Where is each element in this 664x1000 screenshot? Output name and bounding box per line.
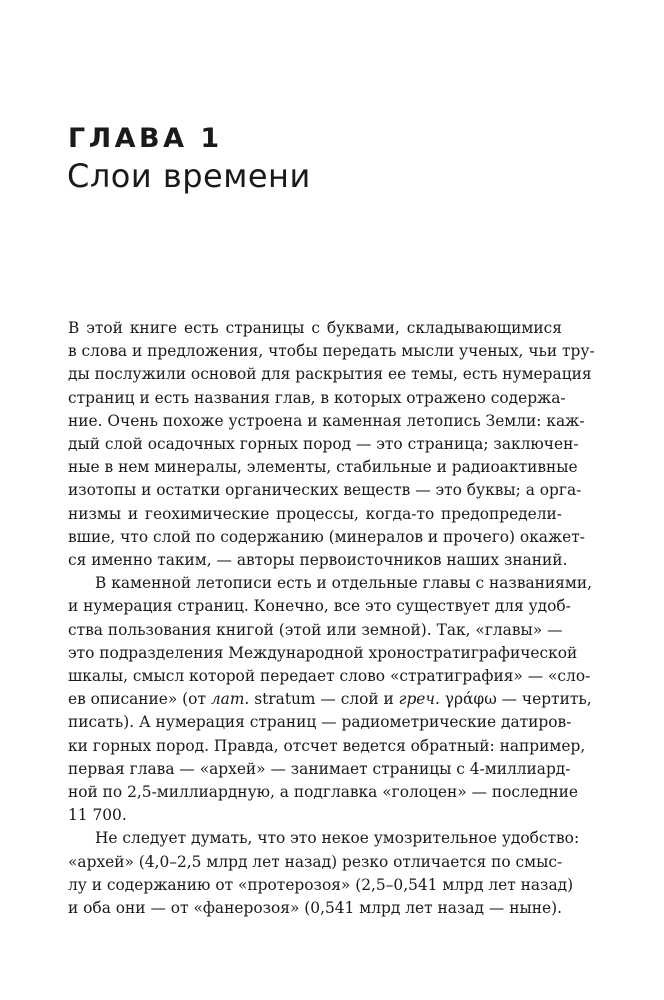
text-line: в слова и предложения, чтобы передать мысли ученых, чьи тру- xyxy=(68,342,595,361)
chapter-title: Слои времени xyxy=(67,157,311,195)
text-line: ся именно таким, — авторы первоисточников наших знаний. xyxy=(68,551,568,570)
text-line: шкалы, смысл которой передает слово «стратиграфия» — «сло- xyxy=(68,667,591,686)
text-line: ной по 2,5-миллиардную, а подглавка «голоцен» — последние xyxy=(68,783,579,802)
text-line: дый слой осадочных горных пород — это страница; заключен- xyxy=(68,435,579,454)
text-span: γράφω — чертить, xyxy=(439,690,592,709)
text-line: ные в нем минералы, элементы, стабильные и радиоактивные xyxy=(68,458,578,477)
greek-abbr: греч. xyxy=(398,690,440,709)
text-line: В этой книге есть страницы с буквами, складывающимися xyxy=(68,319,562,337)
paragraph-3 xyxy=(68,827,580,920)
text-line: страниц и есть названия глав, в которых отражено содержа- xyxy=(68,388,566,407)
text-line: 11 700. xyxy=(68,806,127,825)
text-line: и оба они — от «фанерозоя» (0,541 млрд лет назад — ныне). xyxy=(68,899,562,918)
text-line: вшие, что слой по содержанию (минералов и прочего) окажет- xyxy=(68,527,585,546)
text-line: и нумерация страниц. Конечно, все это существует для удоб- xyxy=(68,597,571,616)
text-line: «архей» (4,0–2,5 млрд лет назад) резко отличается по смыс- xyxy=(68,852,563,871)
text-line: писать). А нумерация страниц — радиометрические датиров- xyxy=(68,713,572,732)
paragraph-1 xyxy=(68,317,595,572)
text-line: это подразделения Международной хроностратиграфической xyxy=(68,643,578,662)
text-line: изотопы и остатки органических веществ — это буквы; а орга- xyxy=(68,481,582,500)
latin-abbr: лат. xyxy=(210,690,250,709)
text-line: лу и содержанию от «протерозоя» (2,5–0,541 млрд лет назад) xyxy=(68,875,574,894)
text-line: Не следует думать, что это некое умозрительное удобство: xyxy=(95,829,580,848)
text-span: ев описание» (от xyxy=(68,690,211,709)
text-line: низмы и геохимические процессы, когда-то предопредели- xyxy=(68,504,562,523)
text-line: ние. Очень похоже устроена и каменная летопись Земли: каж- xyxy=(68,411,585,430)
text-line: ды послужили основой для раскрытия ее темы, есть нумерация xyxy=(68,365,592,384)
etymology-line xyxy=(68,688,592,711)
text-line: ки горных пород. Правда, отсчет ведется обратный: например, xyxy=(68,736,586,755)
chapter-number: ГЛАВА 1 xyxy=(68,123,223,154)
text-line: В каменной летописи есть и отдельные главы с названиями, xyxy=(95,574,593,593)
text-line: ства пользования книгой (этой или земной). Так, «главы» — xyxy=(68,620,563,639)
text-line: первая глава — «архей» — занимает страницы с 4-миллиард- xyxy=(68,759,571,778)
paragraph-2 xyxy=(68,572,593,827)
text-span: stratum — слой и xyxy=(249,690,399,709)
chapter-body xyxy=(68,317,595,920)
